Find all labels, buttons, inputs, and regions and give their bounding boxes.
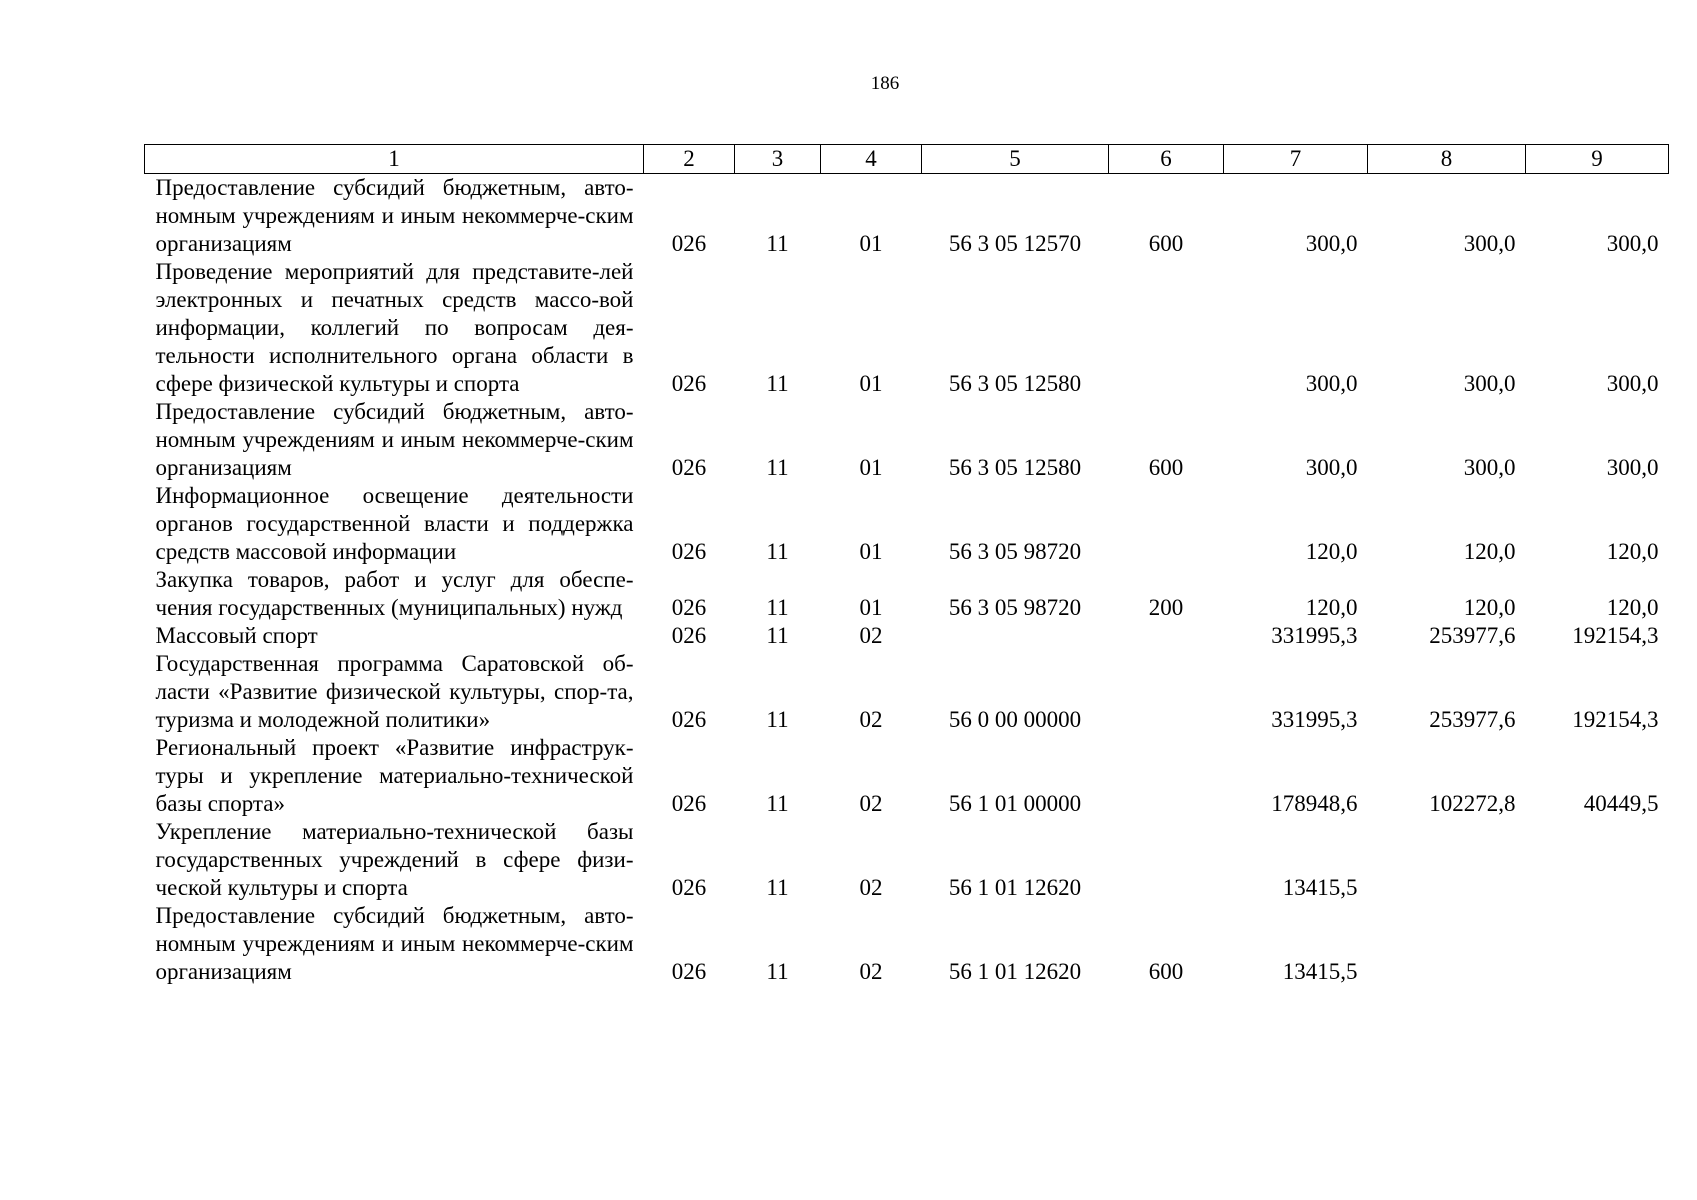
amount-col-7: 300,0: [1305, 371, 1358, 396]
header-col-8: 8: [1368, 145, 1526, 174]
amount-col-7: 300,0: [1305, 455, 1358, 480]
table-body: [145, 174, 1669, 987]
target-article-code: 56 1 01 00000: [948, 791, 1082, 816]
expense-name: Государственная программа Саратовской об-ласти «Развитие физической культуры, спор-та, туризма и молодежной политики»: [155, 651, 634, 732]
expense-type-code: [1109, 258, 1224, 398]
expense-name: Массовый спорт: [155, 623, 318, 648]
amount-col-7: 13415,5: [1282, 959, 1358, 984]
expense-name: Региональный проект «Развитие инфраструк-туры и укрепление материально-технической базы спорта»: [155, 735, 634, 816]
target-article-code: 56 3 05 98720: [948, 539, 1082, 564]
ministry-code: 026: [671, 595, 707, 620]
subsection-code: 02: [859, 707, 883, 732]
header-col-3: 3: [735, 145, 821, 174]
expense-type-code: 200: [1148, 595, 1184, 620]
amount-col-9: 120,0: [1606, 595, 1659, 620]
amount-col-7: 13415,5: [1282, 875, 1358, 900]
table-row: [145, 902, 1669, 986]
subsection-code: 01: [859, 455, 883, 480]
section-code: 11: [766, 791, 789, 816]
amount-col-8: 120,0: [1463, 595, 1516, 620]
target-article-code: 56 3 05 98720: [948, 595, 1082, 620]
header-col-5: 5: [922, 145, 1109, 174]
amount-col-7: 331995,3: [1271, 623, 1358, 648]
table-row: [145, 174, 1669, 259]
section-code: 11: [766, 707, 789, 732]
table-row: [145, 734, 1669, 818]
table-row: [145, 566, 1669, 622]
section-code: 11: [766, 231, 789, 256]
amount-col-8: 120,0: [1463, 539, 1516, 564]
expense-type-code: [1109, 622, 1224, 650]
expense-type-code: 600: [1148, 231, 1184, 256]
header-col-4: 4: [821, 145, 922, 174]
amount-col-7: 120,0: [1305, 539, 1358, 564]
expense-type-code: 600: [1148, 455, 1184, 480]
expense-type-code: [1109, 650, 1224, 734]
ministry-code: 026: [671, 539, 707, 564]
subsection-code: 02: [859, 959, 883, 984]
expense-name: Информационное освещение деятельности органов государственной власти и поддержка средств массовой информации: [155, 483, 634, 564]
subsection-code: 01: [859, 371, 883, 396]
expense-type-code: [1109, 818, 1224, 902]
target-article-code: 56 3 05 12580: [948, 455, 1082, 480]
header-col-7: 7: [1224, 145, 1368, 174]
ministry-code: 026: [671, 707, 707, 732]
expense-name: Закупка товаров, работ и услуг для обеспе-чения государственных (муниципальных) нужд: [155, 567, 634, 620]
table-row: [145, 398, 1669, 482]
subsection-code: 01: [859, 539, 883, 564]
header-row: [145, 145, 1669, 174]
amount-col-9: [1526, 902, 1669, 986]
ministry-code: 026: [671, 455, 707, 480]
section-code: 11: [766, 875, 789, 900]
subsection-code: 02: [859, 875, 883, 900]
amount-col-8: 253977,6: [1429, 707, 1516, 732]
budget-table: [144, 144, 1669, 986]
amount-col-8: 300,0: [1463, 455, 1516, 480]
expense-name: Предоставление субсидий бюджетным, авто-номным учреждениям и иным некоммерче-ским организациям: [155, 399, 634, 480]
target-article-code: [922, 622, 1109, 650]
ministry-code: 026: [671, 791, 707, 816]
expense-name: Предоставление субсидий бюджетным, авто-номным учреждениям и иным некоммерче-ским организациям: [155, 903, 634, 984]
amount-col-8: 102272,8: [1429, 791, 1516, 816]
ministry-code: 026: [671, 875, 707, 900]
expense-type-code: [1109, 734, 1224, 818]
table-row: [145, 482, 1669, 566]
expense-type-code: 600: [1148, 959, 1184, 984]
amount-col-7: 120,0: [1305, 595, 1358, 620]
amount-col-8: 300,0: [1463, 231, 1516, 256]
target-article-code: 56 3 05 12580: [948, 371, 1082, 396]
section-code: 11: [766, 623, 789, 648]
amount-col-8: [1368, 902, 1526, 986]
ministry-code: 026: [671, 959, 707, 984]
amount-col-8: 300,0: [1463, 371, 1516, 396]
table-row: [145, 650, 1669, 734]
section-code: 11: [766, 539, 789, 564]
section-code: 11: [766, 455, 789, 480]
header-col-6: 6: [1109, 145, 1224, 174]
page-number: 186: [870, 73, 900, 94]
target-article-code: 56 3 05 12570: [948, 231, 1082, 256]
subsection-code: 02: [859, 791, 883, 816]
subsection-code: 01: [859, 595, 883, 620]
subsection-code: 02: [859, 623, 883, 648]
table-row: [145, 258, 1669, 398]
section-code: 11: [766, 371, 789, 396]
amount-col-9: 40449,5: [1583, 791, 1659, 816]
amount-col-9: 192154,3: [1572, 623, 1659, 648]
expense-name: Предоставление субсидий бюджетным, авто-номным учреждениям и иным некоммерче-ским организациям: [155, 175, 634, 256]
amount-col-9: 300,0: [1606, 455, 1659, 480]
target-article-code: 56 1 01 12620: [948, 875, 1082, 900]
amount-col-8: 253977,6: [1429, 623, 1516, 648]
target-article-code: 56 0 00 00000: [948, 707, 1082, 732]
amount-col-7: 178948,6: [1271, 791, 1358, 816]
section-code: 11: [766, 595, 789, 620]
header-col-1: 1: [145, 145, 644, 174]
table-header: [145, 145, 1669, 174]
amount-col-7: 300,0: [1305, 231, 1358, 256]
expense-name: Укрепление материально-технической базы государственных учреждений в сфере физи-ческой культуры и спорта: [155, 819, 634, 900]
table-row: [145, 622, 1669, 650]
amount-col-9: 300,0: [1606, 231, 1659, 256]
ministry-code: 026: [671, 371, 707, 396]
amount-col-9: 192154,3: [1572, 707, 1659, 732]
amount-col-9: 120,0: [1606, 539, 1659, 564]
amount-col-9: [1526, 818, 1669, 902]
target-article-code: 56 1 01 12620: [948, 959, 1082, 984]
ministry-code: 026: [671, 623, 707, 648]
ministry-code: 026: [671, 231, 707, 256]
amount-col-7: 331995,3: [1271, 707, 1358, 732]
section-code: 11: [766, 959, 789, 984]
expense-type-code: [1109, 482, 1224, 566]
amount-col-9: 300,0: [1606, 371, 1659, 396]
amount-col-8: [1368, 818, 1526, 902]
table-row: [145, 818, 1669, 902]
subsection-code: 01: [859, 231, 883, 256]
expense-name: Проведение мероприятий для представите-лей электронных и печатных средств массо-вой информации, коллегий по вопросам дея-тельности исполнительного органа области в сфере физической культуры и спорта: [155, 259, 634, 396]
header-col-9: 9: [1526, 145, 1669, 174]
header-col-2: 2: [644, 145, 735, 174]
